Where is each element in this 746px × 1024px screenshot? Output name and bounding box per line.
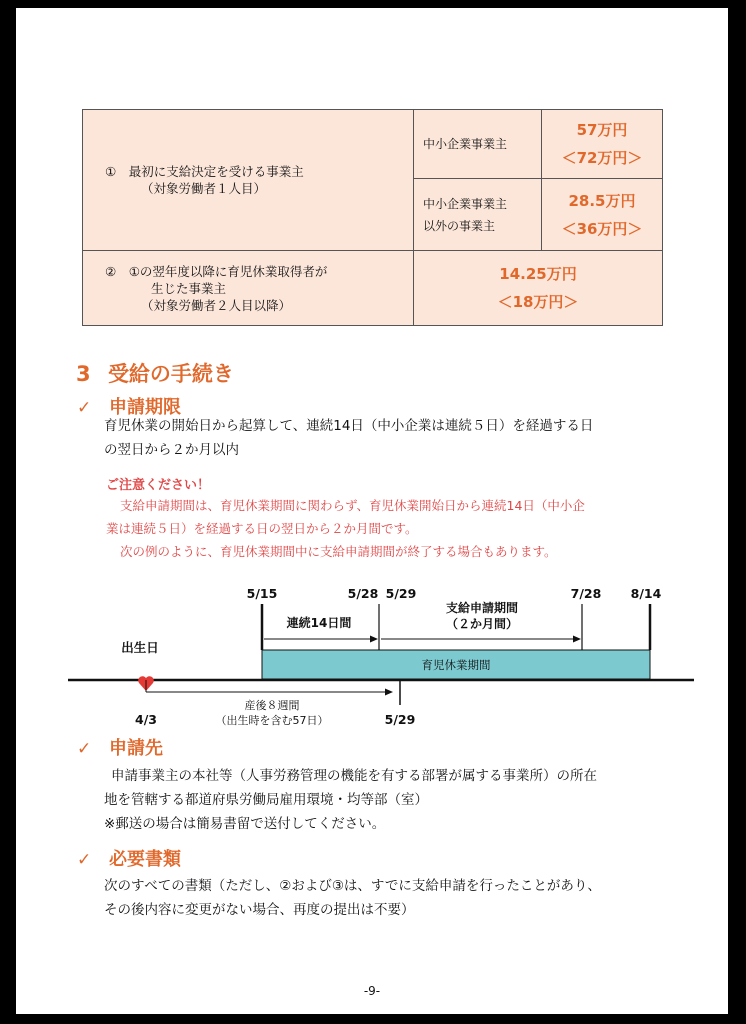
postpartum-label-1: 産後８週間	[244, 699, 300, 712]
date-8-14: 8/14	[630, 586, 662, 601]
notice-line1: 支給申請期間は、育児休業期間に関わらず、育児休業開始日から連続14日（中小企	[120, 498, 585, 513]
subsidy-amount-table	[82, 109, 663, 326]
notice-line3: 次の例のように、育児休業期間中に支給申請期間が終了する場合もあります。	[120, 544, 557, 559]
deadline-text	[104, 414, 684, 462]
row1-other-label-cell	[414, 179, 542, 251]
arrowhead-icon	[370, 636, 378, 643]
postpartum-label-2: （出生時を含む57日）	[215, 714, 329, 727]
date-4-3: 4/3	[135, 712, 157, 727]
row1-desc-line1: ① 最初に支給決定を受ける事業主	[105, 164, 304, 179]
notice-text	[106, 494, 686, 563]
destination-heading	[77, 734, 163, 760]
section-title: 受給の手続き	[107, 362, 234, 386]
destination-line1: 申請事業主の本社等（人事労務管理の機能を有する部署が属する事業所）の所在	[111, 768, 597, 784]
row1-sme-amount: 57万円	[576, 121, 628, 139]
destination-title: 申請先	[109, 738, 163, 759]
row1-desc-line2: （対象労働者１人目）	[141, 181, 267, 196]
row1-sme-amount-bracket: ＜72万円＞	[561, 149, 643, 167]
row1-other-amount-bracket: ＜36万円＞	[561, 219, 643, 238]
section-heading	[76, 358, 234, 388]
application-period-label-1: 支給申請期間	[445, 601, 519, 615]
check-icon: ✓	[77, 739, 92, 759]
destination-line2: 地を管轄する都道府県労働局雇用環境・均等部（室）	[104, 792, 428, 808]
date-5-28: 5/28	[347, 586, 379, 601]
row2-amount-bracket: ＜18万円＞	[497, 293, 579, 311]
check-icon: ✓	[77, 398, 92, 418]
deadline-line2: の翌日から２か月以内	[104, 442, 239, 458]
deadline-title: 申請期限	[109, 397, 181, 418]
row1-sme-label: 中小企業事業主	[423, 137, 508, 151]
documents-heading	[77, 845, 181, 871]
destination-line3: ※郵送の場合は簡易書留で送付してください。	[104, 816, 386, 832]
deadline-line1: 育児休業の開始日から起算して、連続14日（中小企業は連続５日）を経過する日	[104, 418, 594, 434]
leave-timeline-diagram	[16, 578, 728, 738]
row1-other-amount: 28.5万円	[568, 191, 636, 210]
application-period-label-2: （２か月間）	[445, 617, 519, 631]
documents-text	[104, 874, 684, 922]
page-number: -9-	[363, 984, 381, 998]
date-5-15: 5/15	[246, 586, 278, 601]
documents-title: 必要書類	[109, 849, 181, 870]
row2-desc-line3: （対象労働者２人目以降）	[141, 297, 292, 313]
row2-desc-line1: ② ①の翌年度以降に育児休業取得者が	[105, 263, 328, 279]
arrowhead-icon	[385, 689, 393, 696]
row1-sme-amount-cell	[542, 110, 663, 179]
row1-description	[83, 110, 414, 251]
consecutive-period-label: 連続14日間	[286, 616, 352, 630]
row2-desc-line2: 生じた事業主	[151, 280, 227, 296]
section-number: 3	[76, 362, 91, 386]
date-7-28: 7/28	[570, 586, 602, 601]
documents-line1: 次のすべての書類（ただし、②および③は、すでに支給申請を行ったことがあり、	[104, 878, 601, 894]
check-icon: ✓	[77, 850, 92, 870]
notice-line2: 業は連続５日）を経過する日の翌日から２か月間です。	[106, 521, 418, 536]
birth-date-label: 出生日	[121, 640, 159, 655]
date-5-29-top: 5/29	[385, 586, 417, 601]
destination-text	[104, 764, 684, 836]
row1-other-label-line1: 中小企業事業主	[423, 196, 508, 211]
date-5-29-bottom: 5/29	[384, 712, 416, 727]
childcare-leave-label: 育児休業期間	[421, 658, 491, 672]
row1-sme-label-cell	[414, 110, 542, 179]
row1-other-amount-cell	[542, 179, 663, 251]
notice-title: ご注意ください！	[106, 478, 211, 493]
row1-other-label-line2: 以外の事業主	[423, 218, 496, 233]
row2-amount-cell	[414, 251, 663, 326]
row2-amount: 14.25万円	[499, 265, 577, 283]
documents-line2: その後内容に変更がない場合、再度の提出は不要）	[104, 902, 415, 918]
row2-description	[83, 251, 414, 326]
arrowhead-icon	[573, 636, 581, 643]
page	[16, 8, 728, 1014]
